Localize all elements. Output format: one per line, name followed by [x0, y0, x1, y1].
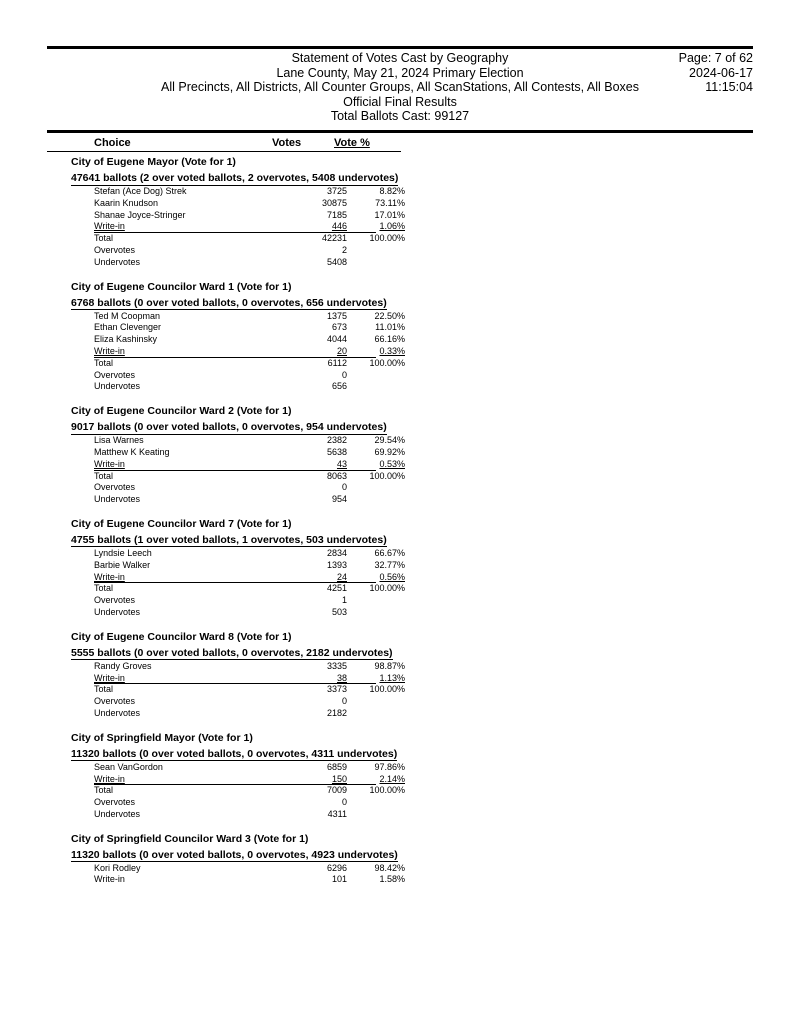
row-votes: 20: [336, 345, 347, 356]
row-label: Write-in: [94, 345, 125, 356]
row-pct: 0.53%: [379, 458, 405, 469]
row-label: Write-in: [94, 458, 125, 469]
result-row: [71, 370, 491, 382]
row-pct: 32.77%: [374, 559, 405, 570]
result-row: [71, 661, 491, 673]
row-label: Total: [94, 470, 114, 481]
row-votes: 673: [331, 322, 347, 333]
row-pct: 22.50%: [374, 310, 405, 321]
row-label: Kaarin Knudson: [94, 197, 159, 208]
page-number: Page: 7 of 62: [678, 51, 753, 65]
contest-summary: 11320 ballots (0 over voted ballots, 0 overvotes, 4923 undervotes): [71, 848, 398, 861]
row-votes: 446: [331, 221, 347, 232]
row-pct: 100.00%: [369, 785, 405, 796]
row-label: Lisa Warnes: [94, 435, 144, 446]
row-label: Overvotes: [94, 797, 136, 808]
row-votes: 4251: [326, 583, 347, 594]
result-row: [71, 334, 491, 346]
contest-block: [71, 833, 491, 887]
row-votes: 4311: [327, 808, 347, 819]
row-votes: 2: [341, 244, 347, 255]
result-row: [71, 233, 491, 245]
result-row: [71, 785, 491, 797]
row-pct: 1.06%: [379, 221, 405, 232]
contest-summary: 11320 ballots (0 over voted ballots, 0 overvotes, 4311 undervotes): [71, 747, 398, 760]
row-pct: 73.11%: [375, 197, 405, 208]
header-bottom-rule: [47, 130, 753, 133]
row-votes: 0: [341, 696, 347, 707]
row-label: Overvotes: [94, 369, 136, 380]
report-time: 11:15:04: [705, 80, 753, 95]
row-pct: 97.86%: [374, 761, 405, 772]
row-label: Total: [94, 684, 114, 695]
row-label: Total: [94, 785, 114, 796]
row-pct: 0.56%: [379, 571, 405, 582]
row-label: Overvotes: [94, 482, 136, 493]
row-label: Undervotes: [94, 256, 141, 267]
row-label: Total: [94, 583, 114, 594]
result-row: [71, 381, 491, 393]
result-row: [71, 358, 491, 370]
row-votes: 150: [331, 773, 347, 784]
row-votes: 3725: [326, 186, 347, 196]
result-row: [71, 435, 491, 447]
row-label: Lyndsie Leech: [94, 547, 152, 558]
column-header-choice: Choice: [94, 137, 131, 149]
row-pct: 98.42%: [374, 862, 405, 873]
row-label: Randy Groves: [94, 660, 152, 671]
row-votes: 24: [336, 571, 347, 582]
contest-summary: 6768 ballots (0 over voted ballots, 0 overvotes, 656 undervotes): [71, 296, 387, 309]
contest-title: City of Springfield Mayor (Vote for 1): [71, 731, 253, 744]
report-date: 2024-06-17: [689, 65, 753, 80]
row-pct: 100.00%: [369, 233, 405, 244]
row-label: Total: [94, 233, 114, 244]
result-row: [71, 311, 491, 323]
row-pct: 1.13%: [379, 672, 405, 683]
row-pct: 1.58%: [379, 874, 405, 885]
row-pct: 100.00%: [369, 357, 405, 368]
row-votes: 7009: [326, 785, 347, 796]
row-pct: 2.14%: [379, 773, 405, 784]
row-votes: 30875: [321, 197, 347, 208]
row-votes: 0: [341, 797, 347, 808]
row-votes: 6296: [326, 862, 347, 873]
row-label: Undervotes: [94, 494, 141, 505]
row-label: Write-in: [94, 221, 125, 232]
row-votes: 42231: [321, 233, 347, 244]
row-votes: 1393: [326, 559, 347, 570]
row-votes: 503: [331, 606, 347, 617]
contest-summary: 5555 ballots (0 over voted ballots, 0 overvotes, 2182 undervotes): [71, 646, 393, 659]
row-label: Overvotes: [94, 595, 136, 606]
contest-summary: 9017 ballots (0 over voted ballots, 0 overvotes, 954 undervotes): [71, 421, 387, 434]
result-row: [71, 708, 491, 720]
row-label: Write-in: [94, 672, 125, 683]
contest-title: City of Springfield Councilor Ward 3 (Vote for 1): [71, 832, 309, 845]
row-label: Barbie Walker: [94, 559, 151, 570]
row-pct: 100.00%: [369, 470, 405, 481]
result-row: [71, 607, 491, 619]
row-pct: 11.01%: [375, 322, 405, 333]
row-label: Ethan Clevenger: [94, 322, 162, 333]
contest-block: [71, 518, 491, 619]
contest-summary: 4755 ballots (1 over voted ballots, 1 overvotes, 503 undervotes): [71, 533, 387, 546]
result-row: [71, 186, 491, 198]
row-votes: 1375: [326, 310, 347, 321]
row-votes: 101: [331, 874, 347, 885]
row-label: Write-in: [94, 874, 125, 885]
row-label: Kori Rodley: [94, 862, 141, 873]
header-line: Official Final Results: [343, 94, 457, 109]
row-votes: 2182: [326, 707, 347, 718]
result-row: [71, 482, 491, 494]
row-label: Stefan (Ace Dog) Strek: [94, 186, 187, 196]
result-row: [71, 863, 491, 875]
row-label: Matthew K Keating: [94, 446, 170, 457]
contest-title: City of Eugene Mayor (Vote for 1): [71, 156, 236, 168]
row-votes: 0: [341, 369, 347, 380]
row-votes: 6112: [327, 357, 347, 368]
row-votes: 5638: [326, 446, 347, 457]
contest-title: City of Eugene Councilor Ward 2 (Vote for 1): [71, 405, 292, 418]
result-row: [71, 560, 491, 572]
row-pct: 17.01%: [374, 209, 405, 220]
row-pct: 29.54%: [374, 435, 405, 446]
result-row: [71, 696, 491, 708]
row-votes: 954: [331, 494, 347, 505]
contest-block: [71, 732, 491, 821]
row-votes: 8063: [326, 470, 347, 481]
header-line: All Precincts, All Districts, All Counter Groups, All ScanStations, All Contests, All Boxes: [161, 80, 639, 95]
row-votes: 38: [336, 672, 347, 683]
row-label: Ted M Coopman: [94, 310, 161, 321]
row-label: Undervotes: [94, 707, 141, 718]
result-row: [71, 322, 491, 334]
result-row: [71, 874, 491, 886]
result-row: [71, 548, 491, 560]
row-pct: 69.92%: [374, 446, 405, 457]
contest-block: [71, 405, 491, 506]
row-label: Undervotes: [94, 808, 141, 819]
row-label: Overvotes: [94, 696, 136, 707]
row-pct: 98.87%: [374, 660, 405, 671]
result-row: [71, 762, 491, 774]
row-votes: 4044: [326, 334, 347, 345]
top-rule: [47, 46, 753, 49]
contest-title: City of Eugene Councilor Ward 8 (Vote for 1): [71, 630, 292, 643]
result-row: [71, 245, 491, 257]
result-row: [71, 471, 491, 483]
contest-summary: 47641 ballots (2 over voted ballots, 2 overvotes, 5408 undervotes): [71, 172, 399, 184]
row-votes: 6859: [326, 761, 347, 772]
row-label: Undervotes: [94, 606, 141, 617]
row-pct: 8.82%: [379, 186, 405, 196]
contest-block: [71, 156, 491, 269]
result-row: [71, 447, 491, 459]
row-label: Eliza Kashinsky: [94, 334, 158, 345]
contest-title: City of Eugene Councilor Ward 7 (Vote for 1): [71, 517, 292, 530]
result-row: [71, 684, 491, 696]
row-votes: 5408: [326, 256, 347, 267]
row-label: Write-in: [94, 773, 125, 784]
result-row: [71, 198, 491, 210]
row-label: Shanae Joyce-Stringer: [94, 209, 186, 220]
column-header-rule: [47, 151, 401, 152]
row-votes: 2382: [326, 435, 347, 446]
result-row: [71, 797, 491, 809]
row-pct: 100.00%: [369, 684, 405, 695]
row-label: Sean VanGordon: [94, 761, 163, 772]
row-label: Overvotes: [94, 244, 136, 255]
result-row: [71, 257, 491, 269]
row-pct: 0.33%: [379, 345, 405, 356]
header-meta: [679, 51, 753, 95]
result-row: [71, 595, 491, 607]
row-votes: 0: [341, 482, 347, 493]
row-label: Write-in: [94, 571, 125, 582]
row-label: Undervotes: [94, 381, 141, 392]
header-line: Total Ballots Cast: 99127: [330, 109, 470, 124]
contest-block: [71, 281, 491, 394]
row-pct: 66.67%: [374, 547, 405, 558]
row-label: Total: [94, 357, 114, 368]
row-pct: 100.00%: [369, 583, 405, 594]
result-row: [71, 583, 491, 595]
contest-block: [71, 631, 491, 720]
contest-title: City of Eugene Councilor Ward 1 (Vote for 1): [71, 280, 292, 293]
result-row: [71, 210, 491, 222]
row-votes: 7185: [326, 209, 347, 220]
row-pct: 66.16%: [374, 334, 405, 345]
row-votes: 43: [336, 458, 347, 469]
row-votes: 1: [341, 595, 347, 606]
column-header-votes: Votes: [272, 137, 302, 149]
result-row: [71, 494, 491, 506]
column-header-pct: Vote %: [334, 137, 370, 149]
contest-list: [71, 156, 491, 898]
header-line: Statement of Votes Cast by Geography: [291, 51, 509, 65]
result-row: [71, 809, 491, 821]
row-votes: 3373: [326, 684, 347, 695]
row-votes: 656: [331, 381, 347, 392]
header-line: Lane County, May 21, 2024 Primary Election: [276, 65, 524, 80]
row-votes: 3335: [326, 660, 347, 671]
row-votes: 2834: [326, 547, 347, 558]
